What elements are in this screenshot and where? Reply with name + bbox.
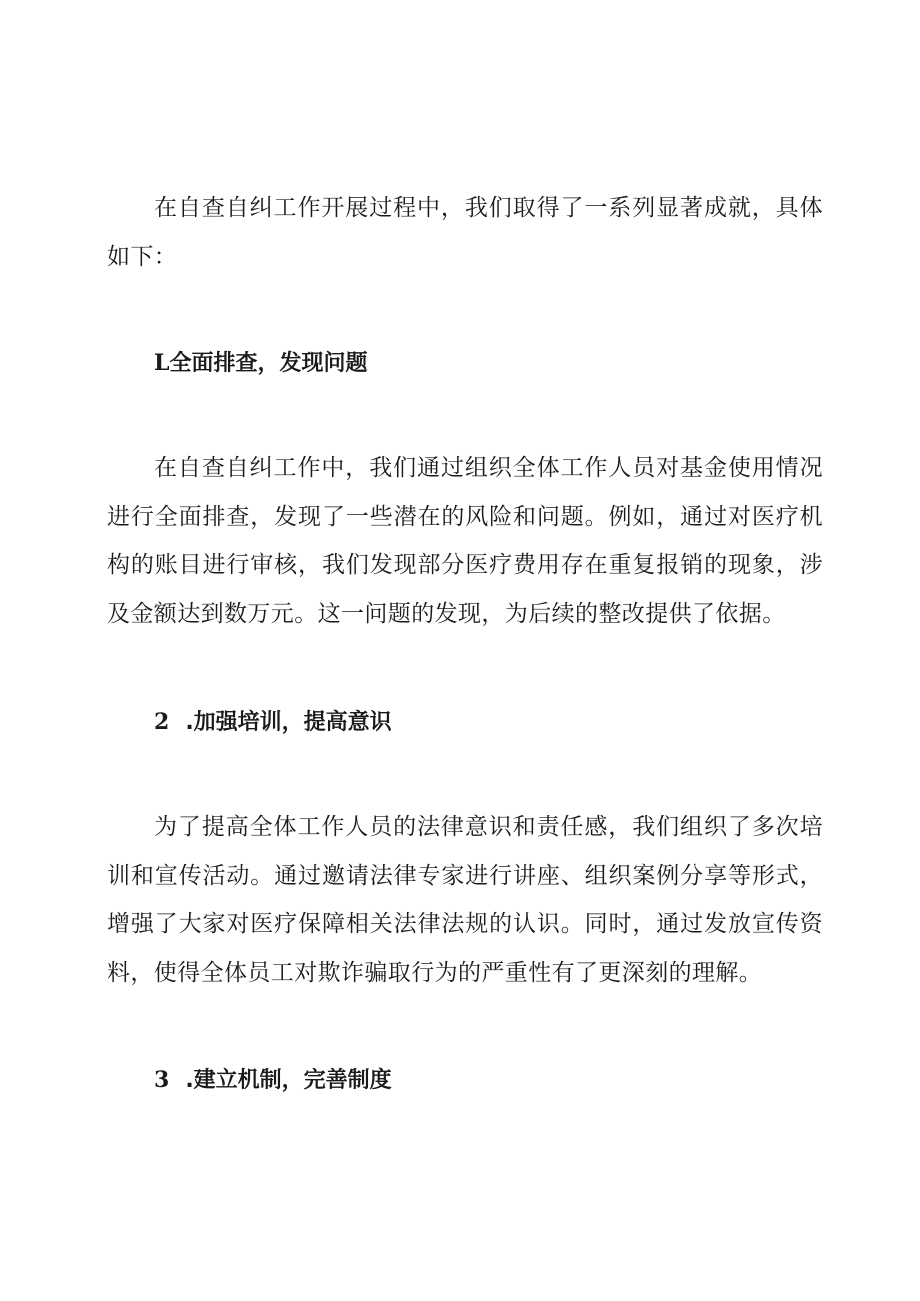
section-2-number: 2 (154, 709, 170, 735)
intro-paragraph: 在自查自纠工作开展过程中，我们取得了一系列显著成就，具体如下： (107, 195, 823, 270)
section-1-heading (107, 348, 870, 379)
section-2-heading (107, 707, 870, 738)
section-2-paragraph: 为了提高全体工作人员的法律意识和责任感，我们组织了多次培训和宣传活动。通过邀请法律专家进行讲座、组织案例分享等形式，增强了大家对医疗保障相关法律法规的认识。同时，通过发放宣传资料，使得全体员工对欺诈骗取行为的严重性有了更深刻的理解。 (107, 814, 823, 986)
section-2-title: .加强培训，提高意识 (185, 710, 392, 735)
section-3-title: .建立机制，完善制度 (185, 1068, 392, 1093)
section-1-number: L (154, 350, 170, 376)
section-1-title: 全面排查，发现问题 (169, 351, 368, 376)
section-3-number: 3 (154, 1067, 170, 1093)
section-3-heading (107, 1065, 870, 1096)
section-1-paragraph: 在自查自纠工作中，我们通过组织全体工作人员对基金使用情况进行全面排查，发现了一些潜在的风险和问题。例如，通过对医疗机构的账目进行审核，我们发现部分医疗费用存在重复报销的现象，涉及金额达到数万元。这一问题的发现，为后续的整改提供了依据。 (107, 455, 823, 627)
